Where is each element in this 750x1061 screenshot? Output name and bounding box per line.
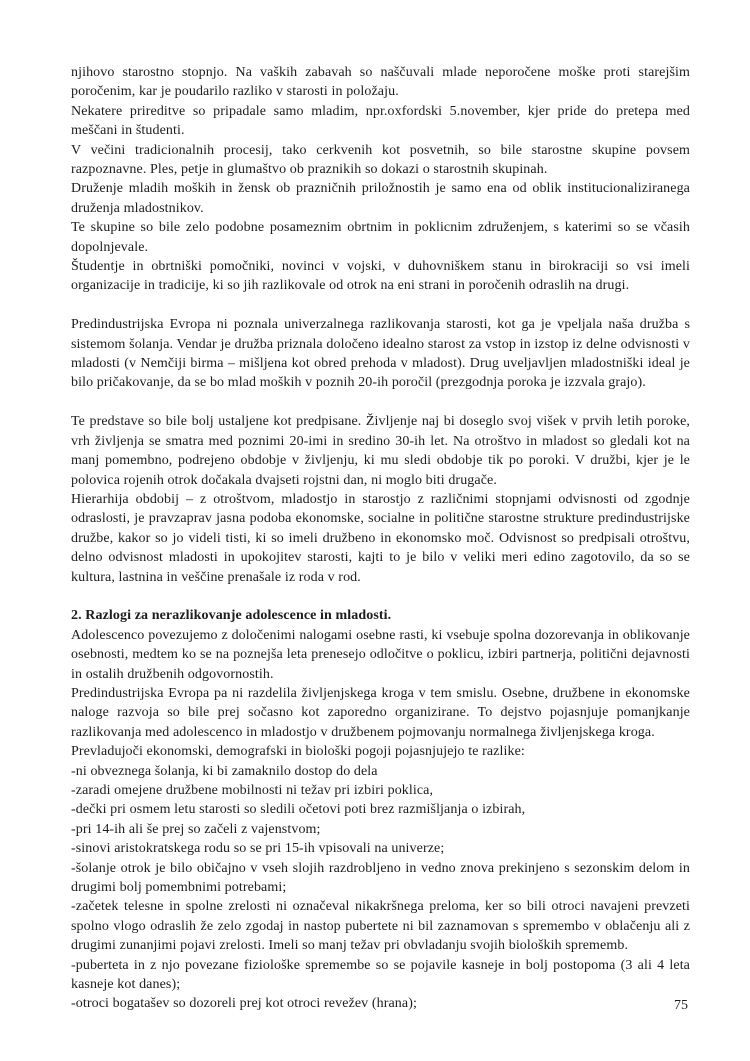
paragraph: njihovo starostno stopnjo. Na vaških zabavah so naščuvali mlade neporočene moške proti starejšim poročenim, kar je poudarilo razliko v starosti in položaju.	[71, 65, 690, 100]
paragraph: Te predstave so bile bolj ustaljene kot predpisane. Življenje naj bi doseglo svoj višek v prvih letih poroke, vrh življenja se smatra med poznimi 20-imi in sredino 30-ih let. Na otroštvo in mladost so gledali kot na manj pomembno, podrejeno obdobje v življenju, ki mu sledi obdobje tik po poroki. V družbi, kjer je le polovica rojenih otrok dočakala dvajseti rojstni dan, ni moglo biti drugače.	[71, 414, 690, 488]
paragraph: Adolescenco povezujemo z določenimi nalogami osebne rasti, ki vsebuje spolna dozorevanja in oblikovanje osebnosti, medtem ko se na poznejša leta prenesejo odločitve o poklicu, izbiri partnerja, politični dejavnosti in ostalih družbenih odgovornostih.	[71, 627, 690, 682]
paragraph: Hierarhija obdobij – z otroštvom, mladostjo in starostjo z različnimi stopnjami odvisnosti od zgodnje odraslosti, je pravzaprav jasna podoba ekonomske, socialne in politične starostne strukture predindustrijske družbe, kakor so jo videli tisti, ki so imeli družbeno in ekonomsko moč. Odvisnost so predpisali otroštvu, delno odvisnost mladosti in upokojitev starosti, kajti to je bilo v veliki meri edino zagotovilo, da so se kultura, lastnina in veščine prenašale iz roda v rod.	[71, 491, 690, 585]
paragraph: Druženje mladih moških in žensk ob prazničnih priložnostih je samo ena od oblik institucionaliziranega druženja mladostnikov.	[71, 181, 690, 216]
paragraph: Predindustrijska Evropa ni poznala univerzalnega razlikovanja starosti, kot ga je vpeljala naša družba s sistemom šolanja. Vendar je družba priznala določeno idealno starost za vstop in izstop iz delne odvisnosti v mladosti (v Nemčiji birma – mišljena kot obred prehoda v mladost). Drug uveljavljen mladostniški ideal je bilo pričakovanje, da se bo mlad moških v poznih 20-ih poročil (prezgodnja poroka je izzvala grajo).	[71, 317, 690, 391]
document-body	[71, 63, 690, 1014]
list-item: -ni obveznega šolanja, ki bi zamaknilo dostop do dela	[71, 763, 378, 779]
list-item: -zaradi omejene družbene mobilnosti ni težav pri izbiri poklica,	[71, 782, 434, 798]
paragraph: Prevladujoči ekonomski, demografski in biološki pogoji pojasnjujejo te razlike:	[71, 744, 525, 760]
paragraph: V večini tradicionalnih procesij, tako cerkvenih kot posvetnih, so bile starostne skupine povsem razpoznavne. Ples, petje in glumaštvo ob praznikih so dokazi o starostnih skupinah.	[71, 142, 690, 178]
section-heading: 2. Razlogi za nerazlikovanje adolescence in mladosti.	[71, 608, 392, 624]
paragraph: Predindustrijska Evropa pa ni razdelila življenjskega kroga v tem smislu. Osebne, družbene in ekonomske naloge razvoja so bile prej sočasno kot zaporedno organizirane. To dejstvo pojasnjuje pomanjkanje razlikovanja med adolescenco in mladostjo v družbenem pojmovanju normalnega življenjskega kroga.	[71, 685, 690, 740]
list-item: -dečki pri osmem letu starosti so sledili očetovi poti brez razmišljanja o izbirah,	[71, 802, 526, 818]
list-item: -otroci bogatašev so dozoreli prej kot otroci revežev (hrana);	[71, 996, 417, 1012]
paragraph: Te skupine so bile zelo podobne posameznim obrtnim in poklicnim združenjem, s katerimi so se včasih dopolnjevale.	[71, 220, 690, 255]
paragraph: Nekatere prireditve so pripadale samo mladim, npr.oxfordski 5.november, kjer pride do pretepa med meščani in študenti.	[71, 103, 690, 139]
list-item: -pri 14-ih ali še prej so začeli z vajenstvom;	[71, 821, 321, 837]
page-number: 75	[674, 997, 688, 1013]
list-item: -šolanje otrok je bilo običajno v vseh slojih razdrobljeno in vedno znova prekinjeno s sezonskim delom in drugimi bolj pomembnimi potrebami;	[71, 860, 690, 896]
list-item: -sinovi aristokratskega rodu so se pri 15-ih vpisovali na univerze;	[71, 841, 445, 857]
paragraph: Študentje in obrtniški pomočniki, novinci v vojski, v duhovniškem stanu in birokraciji so vsi imeli organizacije in tradicije, ki so jih razlikovale od otrok na eni strani in poročenih odraslih na drugi.	[71, 259, 690, 294]
list-item: -začetek telesne in spolne zrelosti ni označeval nikakršnega preloma, ker so bili otroci navajeni prevzeti spolno vlogo odraslih že zelo zgodaj in nastop pubertete ni bil zaznamovan s spremembo v oblačenju ali z drugimi zunanjimi pojavi zrelosti. Imeli so manj težav pri obvladanju svojih bioloških sprememb.	[71, 899, 690, 954]
list-item: -puberteta in z njo povezane fiziološke spremembe so se pojavile kasneje in bolj postopoma (3 ali 4 leta kasneje kot danes);	[71, 957, 690, 993]
